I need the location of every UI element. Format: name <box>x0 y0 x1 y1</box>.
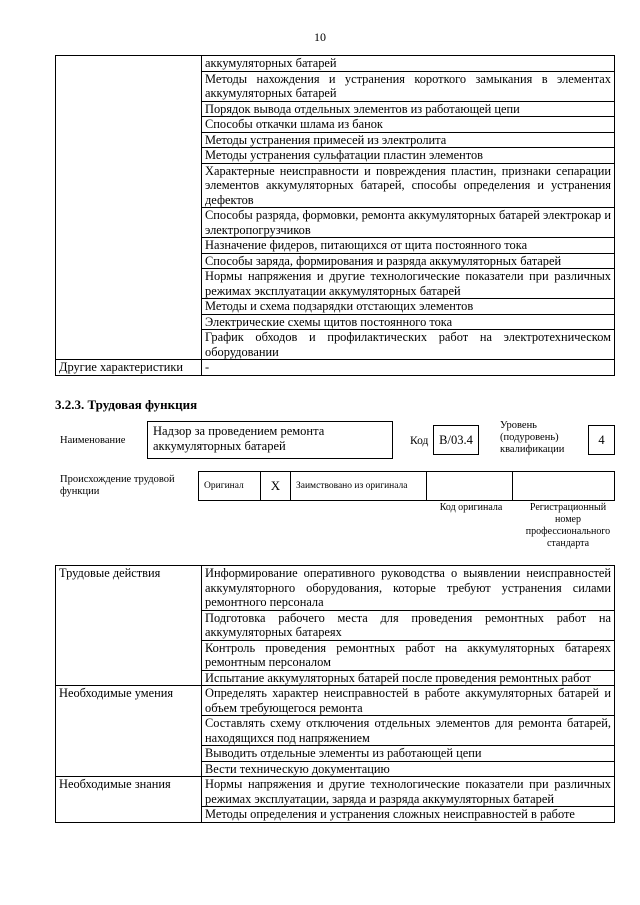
original-cell: Оригинал <box>199 472 261 500</box>
label-cell-empty <box>56 56 202 360</box>
table-row <box>56 56 615 72</box>
code-original-label: Код оригинала <box>439 502 503 513</box>
table-row <box>56 360 615 376</box>
table-row <box>56 686 615 716</box>
labor-actions-label: Трудовые действия <box>56 566 202 686</box>
table-cell: Выводить отдельные элементы из работающей цепи <box>202 746 615 762</box>
table-cell: График обходов и профилактических работ на электротехническом оборудовании <box>202 330 615 360</box>
table-cell: аккумуляторных батарей <box>202 56 615 72</box>
table-cell: Нормы напряжения и другие технологические показатели при различных режимах эксплуатации аккумуляторных батарей <box>202 269 615 299</box>
labor-function-table <box>55 565 615 823</box>
knowledge-continuation-table <box>55 55 615 376</box>
level-label: Уровень (подуровень) квалификации <box>500 420 565 455</box>
table-cell: Порядок вывода отдельных элементов из работающей цепи <box>202 101 615 117</box>
reg-number-label: Регистрационный номер профессионального стандарта <box>525 502 611 549</box>
table-cell: Способы разряда, формовки, ремонта аккумуляторных батарей электрокар и электропогрузчиков <box>202 208 615 238</box>
table-cell: Составлять схему отключения отдельных элементов для ремонта батарей, находящихся под напряжением <box>202 716 615 746</box>
table-cell: Электрические схемы щитов постоянного тока <box>202 314 615 330</box>
table-cell: Контроль проведения ремонтных работ на аккумуляторных батареях ремонтным персоналом <box>202 640 615 670</box>
table-row <box>56 777 615 807</box>
borrowed-cell: Заимствовано из оригинала <box>291 472 427 500</box>
code-label: Код <box>410 435 429 447</box>
table-cell: Назначение фидеров, питающихся от щита постоянного тока <box>202 238 615 254</box>
table-cell: Методы нахождения и устранения короткого замыкания в элементах аккумуляторных батарей <box>202 71 615 101</box>
table-cell: Методы и схема подзарядки отстающих элементов <box>202 299 615 315</box>
page-number: 10 <box>314 30 326 44</box>
table-cell: Испытание аккумуляторных батарей после проведения ремонтных работ <box>202 670 615 686</box>
table-cell: Определять характер неисправностей в работе аккумуляторных батарей и объем требующегося ремонта <box>202 686 615 716</box>
section-heading: 3.2.3. Трудовая функция <box>55 397 198 412</box>
table-cell: Методы устранения примесей из электролита <box>202 132 615 148</box>
level-box: 4 <box>588 425 615 455</box>
empty-cell <box>427 472 513 500</box>
table-cell: Способы откачки шлама из банок <box>202 117 615 133</box>
table-row <box>56 566 615 611</box>
origin-row <box>198 471 615 501</box>
table-cell: Нормы напряжения и другие технологические показатели при различных режимах эксплуатации, заряда и разряда аккумуляторных батарей <box>202 777 615 807</box>
function-name-box: Надзор за проведением ремонта аккумуляторных батарей <box>147 421 393 459</box>
table-cell: Подготовка рабочего места для проведения ремонтных работ на аккумуляторных батареях <box>202 610 615 640</box>
original-mark: X <box>261 472 291 500</box>
table-cell: Способы заряда, формирования и разряда аккумуляторных батарей <box>202 253 615 269</box>
empty-cell <box>513 472 614 500</box>
table-cell: Методы определения и устранения сложных неисправностей в работе <box>202 807 615 823</box>
origin-label: Происхождение трудовой функции <box>60 474 175 497</box>
name-label: Наименование <box>60 435 126 446</box>
table-cell: Информирование оперативного руководства о выявлении неисправностей аккумуляторного оборудования, которые требуют устранения силами ремонтного персонала <box>202 566 615 611</box>
other-characteristics-label: Другие характеристики <box>56 360 202 376</box>
table-cell: Методы устранения сульфатации пластин элементов <box>202 148 615 164</box>
knowledge-label: Необходимые знания <box>56 777 202 823</box>
function-code-box: B/03.4 <box>433 425 479 455</box>
skills-label: Необходимые умения <box>56 686 202 777</box>
table-cell: Вести техническую документацию <box>202 761 615 777</box>
table-cell: Характерные неисправности и повреждения пластин, признаки сепарации элементов аккумуляторных батарей, способы определения и устранения дефектов <box>202 163 615 208</box>
table-cell: - <box>202 360 615 376</box>
